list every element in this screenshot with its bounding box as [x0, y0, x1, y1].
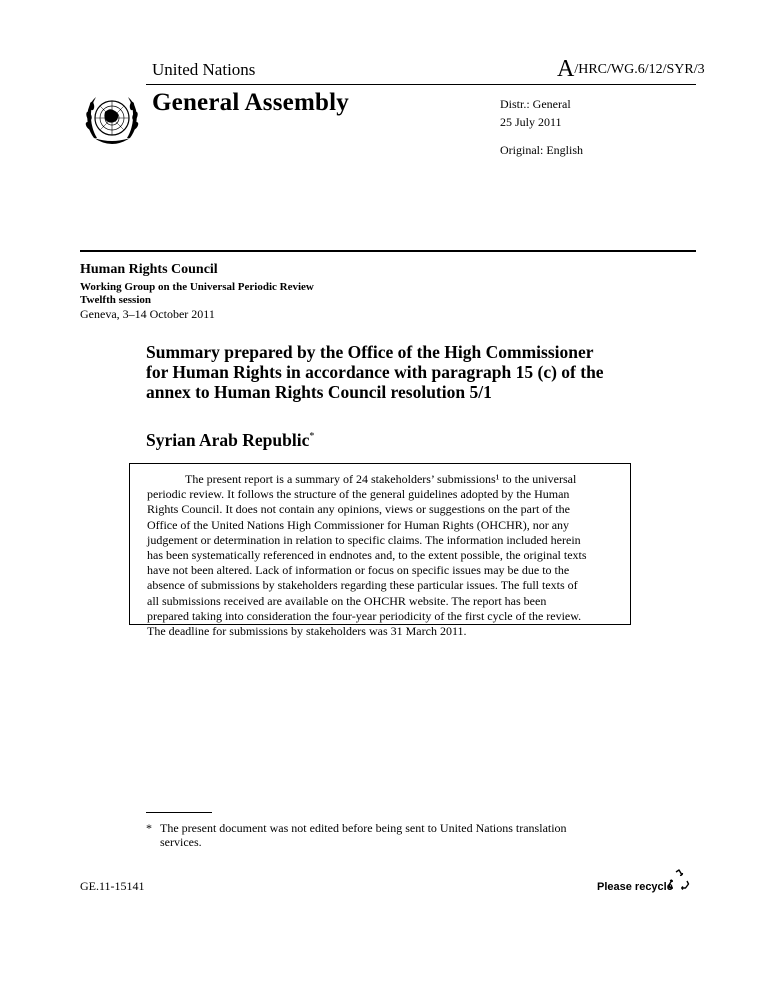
summary-line: Rights Council. It does not contain any opinions, views or suggestions on the part of the — [147, 502, 570, 517]
session: Twelfth session — [80, 294, 151, 306]
summary-line: The deadline for submissions by stakeholders was 31 March 2011. — [147, 624, 467, 639]
organization-name: United Nations — [152, 60, 256, 79]
summary-line: judgement or determination in relation to specific claims. The information included herein — [147, 532, 581, 547]
footnote — [146, 821, 646, 849]
place-dates: Geneva, 3–14 October 2011 — [80, 307, 215, 321]
document-code: GE.11-15141 — [80, 879, 145, 893]
report-title — [146, 342, 676, 402]
summary-line: periodic review. It follows the structure of the general guidelines adopted by the Human — [147, 487, 570, 502]
council-name: Human Rights Council — [80, 262, 218, 277]
header-rule — [146, 84, 696, 85]
summary-line: has been systematically referenced in endnotes and, to the extent possible, the original texts — [147, 548, 587, 563]
country-name: Syrian Arab Republic — [146, 430, 310, 450]
un-emblem-icon — [80, 88, 144, 152]
recycle-label: Please recycle — [597, 881, 673, 893]
summary-line: prepared taking into consideration the four-year periodicity of the first cycle of the review. — [147, 608, 582, 623]
distribution: Distr.: General — [500, 97, 571, 111]
document-symbol-prefix: A — [557, 56, 575, 82]
report-title-line: for Human Rights in accordance with paragraph 15 (c) of the — [146, 362, 604, 382]
summary-line: Office of the United Nations High Commissioner for Human Rights (OHCHR), nor any — [147, 517, 570, 532]
report-title-line: annex to Human Rights Council resolution 5/1 — [146, 382, 492, 402]
footnote-text-line: services. — [160, 835, 202, 849]
general-assembly-title: General Assembly — [152, 89, 349, 116]
recycle-icon — [667, 868, 691, 892]
country-heading — [146, 430, 314, 451]
footnote-reference: * — [309, 431, 315, 443]
document-symbol-rest: /HRC/WG.6/12/SYR/3 — [574, 62, 705, 77]
summary-line: The present report is a summary of 24 stakeholders’ submissions¹ to the universal — [185, 472, 577, 486]
document-date: 25 July 2011 — [500, 115, 562, 129]
footnote-text-line: The present document was not edited before being sent to United Nations translation — [160, 821, 567, 835]
report-title-line: Summary prepared by the Office of the High Commissioner — [146, 342, 594, 362]
summary-line: all submissions received are available on the OHCHR website. The report has been — [147, 593, 547, 608]
summary-line: absence of submissions by stakeholders regarding these particular issues. The full texts of — [147, 578, 578, 593]
footnote-mark: * — [146, 821, 152, 835]
working-group: Working Group on the Universal Periodic Review — [80, 281, 314, 293]
summary-text — [147, 472, 622, 639]
footnote-rule — [146, 812, 212, 813]
summary-line: have not been altered. Lack of information or focus on specific issues may be due to the — [147, 563, 570, 578]
document-symbol — [557, 56, 705, 83]
section-rule — [80, 250, 696, 252]
original-language: Original: English — [500, 143, 583, 157]
